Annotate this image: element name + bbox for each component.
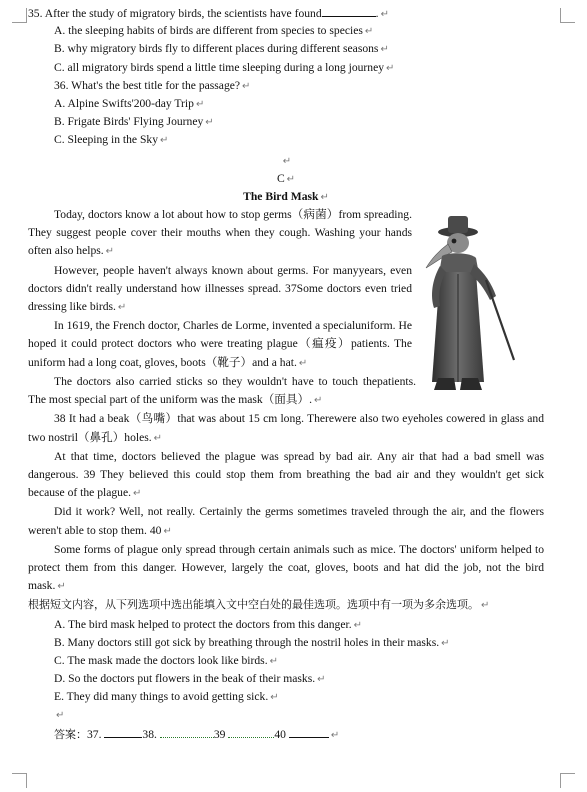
passage-title: The Bird Mask ↵	[243, 189, 329, 203]
paragraph-mark-icon: ↵	[133, 488, 142, 500]
paragraph-mark-icon: ↵	[286, 173, 296, 185]
crop-mark-top-left	[12, 8, 27, 23]
q35-blank	[322, 4, 376, 17]
q35-option-b: B. why migratory birds fly to different places during different seasons ↵	[54, 42, 389, 56]
q36-stem: 36. What's the best title for the passage? ↵	[54, 78, 251, 92]
paragraph-mark-icon: ↵	[153, 432, 163, 444]
q35-option-a: A. the sleeping habits of birds are different from species to species ↵	[54, 24, 374, 38]
paragraph-mark-icon: ↵	[481, 600, 490, 612]
paragraph-mark-icon: ↵	[330, 729, 340, 741]
paragraph-mark-icon: ↵	[242, 80, 251, 92]
choice-c: C. The mask made the doctors look like birds. ↵	[54, 653, 278, 667]
crop-mark-top-right	[560, 8, 575, 23]
paragraph-mark-icon: ↵	[317, 674, 326, 686]
answer-line: 答案：37. 38. 39 40 ↵	[28, 725, 544, 743]
passage-paragraph-5: 38 It had a beak（鸟嘴）that was about 15 cm long. Therewere also two eyeholes cowered in glass and two nostril（鼻孔）holes. ↵	[28, 412, 544, 444]
q36-option-c: C. Sleeping in the Sky ↵	[54, 133, 169, 147]
paragraph-mark-icon: ↵	[380, 44, 389, 56]
plague-doctor-illustration	[418, 210, 518, 394]
answer-blank-38[interactable]	[160, 725, 214, 738]
paragraph-mark-icon: ↵	[205, 117, 214, 129]
paragraph-mark-icon: ↵	[56, 710, 65, 722]
choice-a: A. The bird mask helped to protect the doctors from this danger. ↵	[54, 617, 363, 631]
paragraph-mark-icon: ↵	[314, 395, 323, 407]
passage-paragraph-7: Did it work? Well, not really. Certainly the germs sometimes traveled through the air, and the flowers weren't able to stop them. 40 ↵	[28, 505, 544, 537]
crop-mark-bottom-right	[560, 773, 575, 788]
section-letter: C ↵	[276, 171, 296, 185]
choice-b: B. Many doctors still got sick by breathing through the nostril holes in their masks. ↵	[54, 635, 450, 649]
choice-e: E. They did many things to avoid getting sick. ↵	[54, 690, 279, 704]
q35-stem: 35. After the study of migratory birds, the scientists have found . ↵	[28, 4, 544, 22]
paragraph-mark-icon: ↵	[270, 692, 279, 704]
plague-doctor-icon	[418, 210, 518, 394]
answer-blank-40[interactable]	[289, 725, 329, 738]
paragraph-mark-icon: ↵	[163, 525, 172, 537]
answer-blank-39[interactable]	[228, 725, 274, 738]
passage-paragraph-4: The doctors also carried sticks so they wouldn't have to touch thepatients. The most special part of the uniform was the mask（面具）. ↵	[28, 374, 416, 407]
passage-paragraph-1: Today, doctors know a lot about how to stop germs（病菌）from spreading. They suggest people cover their mouths when they cough. Washing your hands often also helps. ↵	[28, 208, 412, 258]
paragraph-mark-icon: ↵	[105, 246, 115, 258]
paragraph-mark-icon: ↵	[298, 357, 308, 369]
passage-paragraph-8: Some forms of plague only spread through certain animals such as mice. The doctors' uniform helped to protect them from this danger. However, largely the coat, gloves, boots and hat did the job, not the bird mask. ↵	[28, 542, 544, 593]
paragraph-mark-icon: ↵	[386, 62, 395, 74]
paragraph-mark-icon: ↵	[117, 302, 127, 314]
paragraph-mark-icon: ↵	[57, 581, 66, 593]
q36-option-b: B. Frigate Birds' Flying Journey ↵	[54, 115, 214, 129]
paragraph-mark-icon: ↵	[160, 135, 169, 147]
passage-paragraph-2: However, people haven't always known about germs. For manyyears, even doctors didn't really understand how illnesses spread. 37Some doctors even tried dressing like birds. ↵	[28, 263, 412, 314]
paragraph-mark-icon: ↵	[282, 155, 292, 167]
paragraph-mark-icon: ↵	[364, 26, 374, 38]
paragraph-mark-icon: ↵	[380, 9, 389, 20]
instruction-text: 根据短文内容，从下列选项中选出能填入文中空白处的最佳选项。选项中有一项为多余选项。 ↵	[28, 598, 490, 612]
paragraph-mark-icon: ↵	[195, 98, 205, 110]
passage-text-with-figure	[28, 206, 412, 373]
crop-mark-bottom-left	[12, 773, 27, 788]
answer-blank-37[interactable]	[104, 725, 142, 738]
paragraph-mark-icon: ↵	[269, 655, 278, 667]
passage-paragraph-6: At that time, doctors believed the plague was spread by bad air. Any air that had a bad smell was dangerous. 39 They believed this could stop them from breathing the bad air and they wouldn't get sick because of the plague. ↵	[28, 449, 544, 500]
q35-option-c: C. all migratory birds spend a little time sleeping during a long journey ↵	[54, 60, 395, 74]
empty-line	[28, 706, 544, 724]
empty-line	[28, 152, 544, 170]
paragraph-mark-icon: ↵	[353, 619, 363, 631]
choice-d: D. So the doctors put flowers in the beak of their masks. ↵	[54, 672, 326, 686]
paragraph-mark-icon: ↵	[320, 191, 329, 203]
passage-paragraph-3: In 1619, the French doctor, Charles de Lorme, invented a specialuniform. He hoped it could protect doctors who were treating plague（瘟疫）patients. The uniform had a long coat, gloves, boots（靴子）and a hat. ↵	[28, 319, 412, 369]
q36-option-a: A. Alpine Swifts'200-day Trip ↵	[54, 96, 205, 110]
paragraph-mark-icon: ↵	[441, 637, 450, 649]
